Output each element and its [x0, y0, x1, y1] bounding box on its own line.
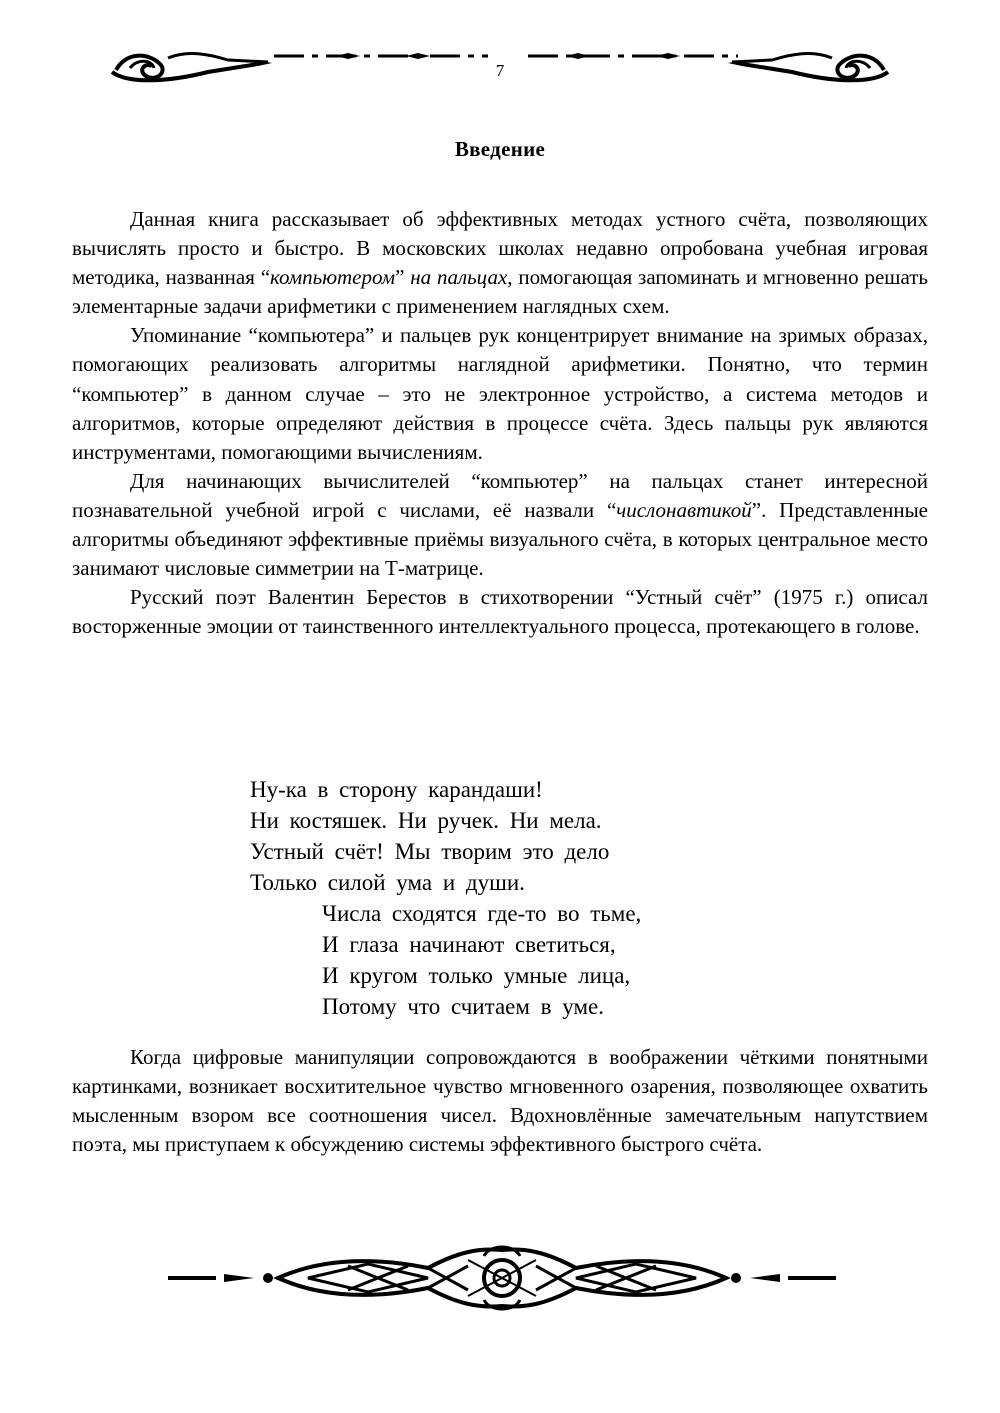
paragraph-text: ”. Представленные алгоритмы объединяют эффективные приёмы визуального счёта, в которых центральное место занимают числовые симметрии на Т-матрице. — [72, 497, 928, 581]
conclusion-section — [72, 1043, 928, 1159]
intro-section — [72, 205, 928, 641]
page-title: Введение — [454, 137, 546, 161]
poem-line: Ни костяшек. Ни ручек. Ни мела. — [250, 808, 602, 833]
page-number: 7 — [495, 61, 505, 80]
poem-line: И кругом только умные лица, — [322, 963, 631, 988]
poem-line: И глаза начинают светиться, — [322, 932, 616, 957]
italic-term: на пальцах — [410, 265, 508, 290]
poem — [250, 774, 641, 1022]
conclusion-paragraph: Когда цифровые манипуляции сопровождаются в воображении чёткими понятными картинками, возникает восхитительное чувство мгновенного озарения, позволяющее охватить мысленным взором все соотношения чисел. Вдохновлённые замечательным напутствием поэта, мы приступаем к обсуждению системы эффективного быстрого счёта. — [72, 1045, 928, 1157]
poem-line: Ну-ка в сторону карандаши! — [250, 777, 543, 802]
poem-stanza-2 — [322, 898, 641, 1022]
poem-line: Только силой ума и души. — [250, 870, 525, 895]
paragraph-text: Для начинающих вычислителей “компьютер” на пальцах станет интересной познавательной учебной игрой с числами, её назвали “ — [72, 468, 928, 522]
intro-paragraph-4: Русский поэт Валентин Берестов в стихотворении “Устный счёт” (1975 г.) описал восторженные эмоции от таинственного интеллектуального процесса, протекающего в голове. — [72, 585, 928, 639]
italic-term: числонавтикой — [616, 497, 752, 522]
italic-term: компьютером — [270, 265, 396, 290]
footer-ornament-icon — [168, 1238, 836, 1318]
paragraph-text: , помогающая запоминать и мгновенно решать элементарные задачи арифметики с применением наглядных схем. — [72, 265, 928, 319]
paragraph-text: Данная книга рассказывает об эффективных методах устного счёта, позволяющих вычислять просто и быстро. В московских школах недавно опробована учебная игровая методика, названная “ — [72, 207, 928, 290]
poem-stanza-1 — [250, 774, 641, 898]
intro-paragraph-1 — [72, 205, 928, 321]
poem-line: Потому что считаем в уме. — [322, 994, 604, 1019]
poem-line: Числа сходятся где-то во тьме, — [322, 901, 642, 926]
paragraph-text: ” — [395, 265, 411, 290]
poem-line: Устный счёт! Мы творим это дело — [250, 839, 610, 864]
intro-paragraph-2: Упоминание “компьютера” и пальцев рук концентрирует внимание на зримых образах, помогающих реализовать алгоритмы наглядной арифметики. Понятно, что термин “компьютер” в данном случае – это не электронное устройство, а система методов и алгоритмов, которые определяют действия в процессе счёта. Здесь пальцы рук являются инструментами, помогающими вычислениям. — [72, 323, 928, 464]
intro-paragraph-3 — [72, 467, 928, 583]
